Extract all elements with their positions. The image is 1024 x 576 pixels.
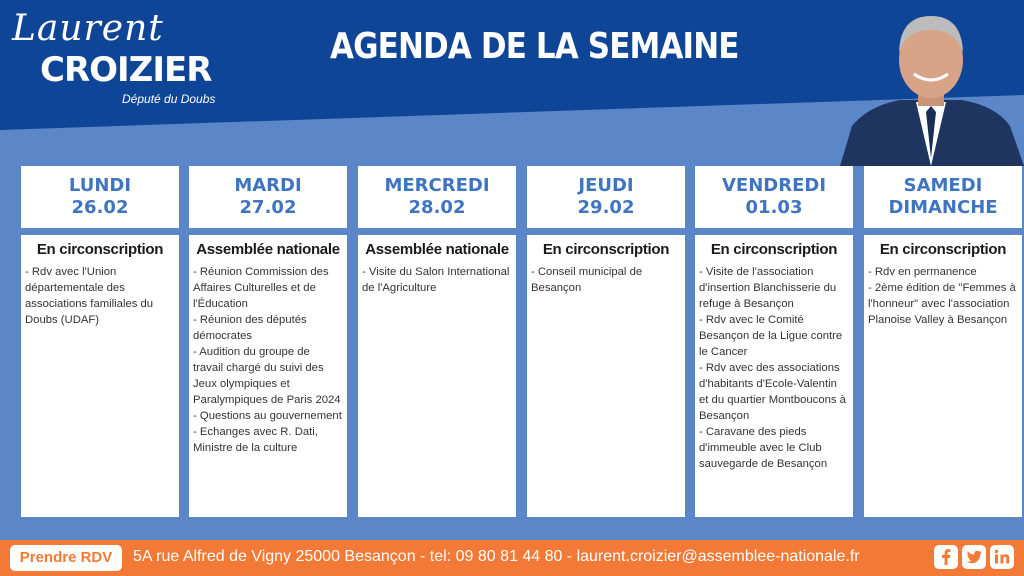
portrait-photo	[838, 8, 1024, 166]
logo-subtitle: Député du Doubs	[122, 92, 216, 106]
day-name: MARDI	[234, 175, 302, 196]
agenda-item: - Questions au gouvernement	[193, 410, 342, 422]
day-header	[864, 166, 1022, 228]
book-appointment-button[interactable]: Prendre RDV	[10, 545, 122, 571]
day-header	[695, 166, 853, 228]
day-name: VENDREDI	[721, 175, 827, 196]
day-body	[864, 235, 1022, 517]
day-body	[21, 235, 179, 517]
agenda-item: - 2ème édition de "Femmes à l'honneur" avec l'association Planoise Valley à Besançon	[868, 282, 1016, 326]
twitter-icon[interactable]	[962, 545, 986, 569]
day-header	[527, 166, 685, 228]
day-context: En circonscription	[542, 241, 670, 258]
day-date: 01.03	[745, 197, 803, 218]
agenda-item: - Rdv avec le Comité Besançon de la Ligue contre le Cancer	[699, 314, 843, 358]
day-name: JEUDI	[578, 175, 634, 196]
agenda-item: - Rdv avec l'Union départementale des associations familiales du Doubs (UDAF)	[25, 266, 154, 326]
day-header	[189, 166, 347, 228]
day-context: En circonscription	[879, 241, 1007, 258]
agenda-item: - Audition du groupe de travail chargé du suivi des Jeux olympiques et Paralympiques de Paris 2024	[193, 346, 341, 406]
page-title: AGENDA DE LA SEMAINE	[330, 26, 739, 67]
logo-script-name: Laurent	[12, 8, 164, 49]
day-context: Assemblée nationale	[365, 241, 509, 258]
agenda-item: - Visite du Salon International de l'Agriculture	[362, 266, 510, 294]
day-date: 28.02	[408, 197, 466, 218]
day-name: LUNDI	[68, 175, 132, 196]
contact-info: 5A rue Alfred de Vigny 25000 Besançon - tel: 09 80 81 44 80 - laurent.croizier@assemblee-nationale.fr	[133, 548, 860, 565]
agenda-item: - Réunion Commission des Affaires Culturelles et de l'Éducation	[193, 266, 329, 310]
agenda-item: - Conseil municipal de Besançon	[531, 266, 643, 294]
day-date: DIMANCHE	[888, 197, 998, 218]
facebook-icon[interactable]	[934, 545, 958, 569]
logo-surname: CROIZIER	[40, 50, 212, 90]
day-body	[358, 235, 516, 517]
day-context: En circonscription	[710, 241, 838, 258]
linkedin-icon[interactable]	[990, 545, 1014, 569]
agenda-item: - Rdv avec des associations d'habitants d'Ecole-Valentin et du quartier Montboucons à Besançon	[699, 362, 846, 422]
agenda-item: - Caravane des pieds d'immeuble avec le Club sauvegarde de Besançon	[699, 426, 828, 470]
day-context: Assemblée nationale	[196, 241, 340, 258]
day-name: SAMEDI	[903, 175, 983, 196]
day-date: 27.02	[239, 197, 297, 218]
day-date: 26.02	[71, 197, 129, 218]
agenda-item: - Visite de l'association d'insertion Blanchisserie du refuge à Besançon	[699, 266, 837, 310]
day-header	[21, 166, 179, 228]
day-context: En circonscription	[36, 241, 164, 258]
agenda-item: - Réunion des députés démocrates	[193, 314, 307, 342]
day-name: MERCREDI	[384, 175, 490, 196]
agenda-item: - Echanges avec R. Dati, Ministre de la culture	[193, 426, 318, 454]
logo	[12, 8, 232, 108]
day-header	[358, 166, 516, 228]
agenda-item: - Rdv en permanence	[868, 266, 977, 278]
day-body	[189, 235, 347, 517]
day-body	[527, 235, 685, 517]
day-body	[695, 235, 853, 517]
footer-bar	[0, 540, 1024, 576]
day-date: 29.02	[577, 197, 635, 218]
